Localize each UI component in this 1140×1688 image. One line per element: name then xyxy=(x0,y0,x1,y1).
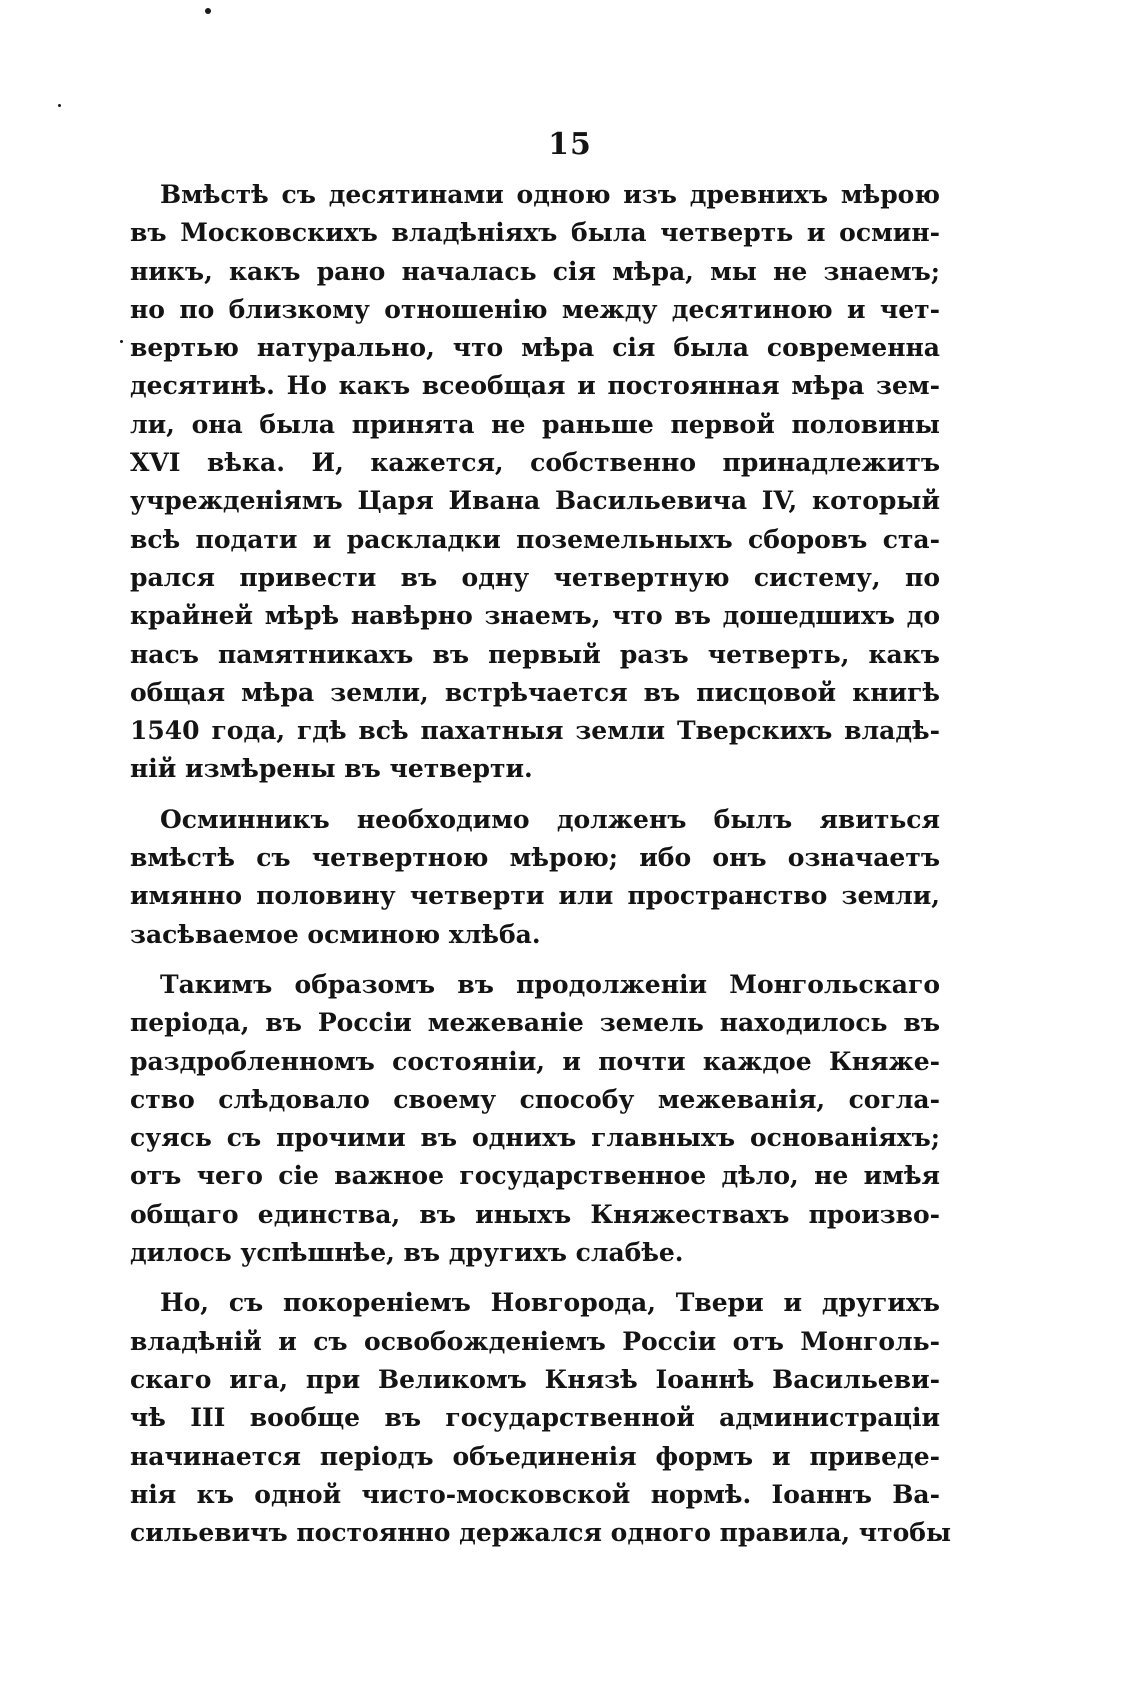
text-line: общая мѣра земли, встрѣчается въ писцовой книгѣ xyxy=(130,677,940,707)
text-line: отъ чего сіе важное государственное дѣло, не имѣя xyxy=(130,1161,940,1191)
text-line: общаго единства, въ иныхъ Княжествахъ произво- xyxy=(130,1199,940,1229)
text-line: начинается періодъ объединенія формъ и приведе- xyxy=(130,1441,940,1471)
text-line: рался привести въ одну четвертную систему, по xyxy=(130,562,940,592)
text-line: Такимъ образомъ въ продолженіи Монгольскаго xyxy=(160,969,940,999)
text-line: крайней мѣрѣ навѣрно знаемъ, что въ дошедшихъ до xyxy=(130,601,940,631)
text-line: дилось успѣшнѣе, въ другихъ слабѣе. xyxy=(130,1238,684,1268)
text-line: десятинѣ. Но какъ всеобщая и постоянная мѣра зем- xyxy=(130,371,940,401)
text-line: вмѣстѣ съ четвертною мѣрою; ибо онъ означаетъ xyxy=(130,843,940,873)
text-line: Вмѣстѣ съ десятинами одною изъ древнихъ мѣрою xyxy=(160,180,940,209)
text-line: раздробленномъ состояніи, и почти каждое Княже- xyxy=(130,1046,940,1076)
text-line: насъ памятникахъ въ первый разъ четверть, какъ xyxy=(130,639,940,669)
text-line: скаго ига, при Великомъ Князѣ Іоаннѣ Васильеви- xyxy=(130,1364,940,1394)
text-line: въ Московскихъ владѣніяхъ была четверть и осмин- xyxy=(130,218,940,248)
paragraph xyxy=(130,801,940,954)
ink-speck xyxy=(205,8,211,14)
text-line: 1540 года, гдѣ всѣ пахатныя земли Тверскихъ владѣ- xyxy=(130,716,940,746)
ink-speck xyxy=(120,340,123,343)
text-line: суясь съ прочими въ однихъ главныхъ основаніяхъ; xyxy=(130,1123,940,1153)
text-line: никъ, какъ рано началась сія мѣра, мы не знаемъ; xyxy=(130,256,940,286)
paragraph xyxy=(130,176,940,789)
text-line: имянно половину четверти или пространство земли, xyxy=(130,881,940,911)
text-line: всѣ подати и раскладки поземельныхъ сборовъ ста- xyxy=(130,524,940,554)
paragraph xyxy=(130,966,940,1272)
page-number: 15 xyxy=(548,127,592,162)
text-line: учрежденіямъ Царя Ивана Васильевича IV, который xyxy=(130,486,940,516)
text-line: владѣній и съ освобожденіемъ Россіи отъ Монголь- xyxy=(130,1326,940,1356)
text-line: чѣ III вообще въ государственной администраціи xyxy=(130,1403,940,1433)
text-line: вертью натурально, что мѣра сія была современна xyxy=(130,333,940,363)
text-line: сильевичъ постоянно держался одного правила, чтобы xyxy=(130,1518,952,1548)
text-line: нія къ одной чисто-московской нормѣ. Іоаннъ Ва- xyxy=(130,1479,940,1509)
text-line: Но, съ покореніемъ Новгорода, Твери и другихъ xyxy=(160,1288,940,1318)
text-line: ли, она была принята не раньше первой половины xyxy=(130,409,940,439)
text-line: засѣваемое осминою хлѣба. xyxy=(130,919,541,949)
paragraph xyxy=(130,1284,952,1552)
text-line: ство слѣдовало своему способу межеванія, согла- xyxy=(130,1084,940,1114)
text-line: Осминникъ необходимо долженъ былъ явиться xyxy=(160,804,940,834)
text-line: періода, въ Россіи межеваніе земель находилось въ xyxy=(130,1008,940,1038)
body-text xyxy=(130,176,952,1552)
text-line: ній измѣрены въ четверти. xyxy=(130,754,533,784)
text-line: XVI вѣка. И, кажется, собственно принадлежитъ xyxy=(130,448,940,478)
text-line: но по близкому отношенію между десятиною и чет- xyxy=(130,294,940,324)
ink-speck xyxy=(58,104,61,107)
